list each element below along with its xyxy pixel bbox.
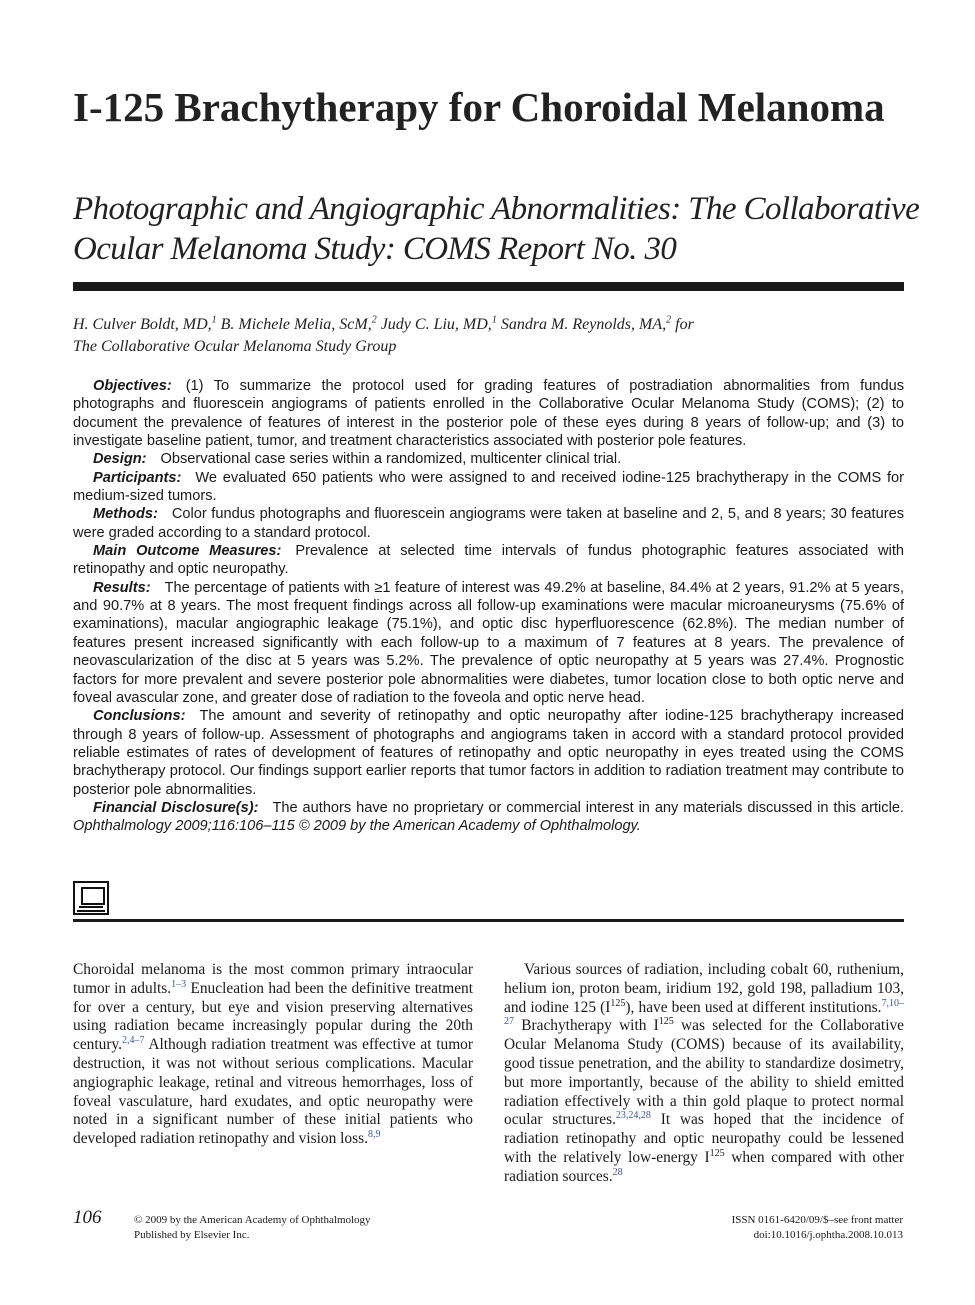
author-for: for bbox=[675, 316, 694, 333]
body-column-left bbox=[73, 961, 473, 1149]
abstract-conclusions bbox=[73, 707, 904, 799]
author-affiliation: 2 bbox=[666, 314, 672, 326]
section-text: Prevalence at selected time intervals of fundus photographic features associated with retinopathy and optic neuropathy. bbox=[73, 543, 904, 578]
body-paragraph bbox=[504, 961, 904, 1187]
reference-link[interactable]: 28 bbox=[612, 1166, 623, 1178]
abstract-design bbox=[73, 450, 904, 468]
isotope-superscript: 125 bbox=[709, 1147, 725, 1159]
reference-link[interactable]: 23,24,28 bbox=[615, 1110, 651, 1122]
section-text: (1) To summarize the protocol used for grading features of postradiation abnormalities from fundus photographs and fluorescein angiograms of patients enrolled in the Collaborative Ocular Melanoma Study (COMS); (2) to document the prevalence of features of interest in the posterior pole of these eyes during 8 years of follow-up; and (3) to investigate baseline patient, tumor, and treatment characteristics associated with posterior pole features. bbox=[73, 378, 904, 450]
footer-copyright-block bbox=[134, 1213, 371, 1243]
body-text: ), have been used at different institutions. bbox=[625, 998, 882, 1016]
article-subtitle: Photographic and Angiographic Abnormalities: The Collaborative Ocular Melanoma Study: COMS Report No. 30 bbox=[73, 191, 920, 267]
body-text: Brachytherapy with I bbox=[514, 1017, 659, 1035]
reference-link[interactable]: 7,10–27 bbox=[504, 997, 905, 1028]
section-label: Design: bbox=[93, 451, 147, 468]
section-label: Conclusions: bbox=[93, 708, 186, 725]
isotope-superscript: 125 bbox=[610, 997, 626, 1009]
computer-icon bbox=[73, 881, 109, 915]
issn-line: ISSN 0161-6420/09/$–see front matter bbox=[731, 1214, 903, 1226]
author-list bbox=[73, 314, 913, 358]
abstract-objectives bbox=[73, 377, 904, 450]
reference-link[interactable]: 2,4–7 bbox=[122, 1035, 145, 1047]
abstract-outcome bbox=[73, 542, 904, 579]
section-label: Main Outcome Measures: bbox=[93, 543, 282, 560]
reference-link[interactable]: 8,9 bbox=[367, 1129, 381, 1141]
section-label: Methods: bbox=[93, 506, 158, 523]
author-name: Judy C. Liu, MD, bbox=[380, 316, 492, 333]
section-text: The authors have no proprietary or commercial interest in any materials discussed in this article. bbox=[272, 799, 904, 816]
section-text: Color fundus photographs and fluorescein angiograms were taken at baseline and 2, 5, and 8 years; 30 features were graded according to a standard protocol. bbox=[73, 506, 904, 541]
author-affiliation: 2 bbox=[371, 314, 377, 326]
author-affiliation: 1 bbox=[491, 314, 497, 326]
body-column-right bbox=[504, 961, 904, 1187]
footer-issn-block bbox=[732, 1213, 903, 1243]
body-text: was selected for the Collaborative Ocular Melanoma Study (COMS) because of its availability, good tissue penetration, and the ability to standardize dosimetry, but more importantly, because of the ability to shield emitted radiation effectively with a thin gold plaque to protect normal ocular structures. bbox=[504, 1017, 904, 1129]
section-text: The percentage of patients with ≥1 feature of interest was 49.2% at baseline, 84.4% at 2 years, 91.2% at 5 years, and 90.7% at 8 years. The most frequent findings across all follow-up examinations were macular microaneurysms (75.6% of examinations), macular angiographic leakage (75.1%), and optic disc hyperfluorescence (62.8%). The median number of features present increased significantly with each follow-up to a maximum of 7 features at 8 years. The prevalence of neovascularization of the disc at 5 years was 5.2%. The prevalence of optic neuropathy at 5 years was 27.4%. Prognostic factors for more prevalent and severe posterior pole abnormalities were diabetes, tumor location close to both optic nerve and foveal avascular zone, and greater dose of radiation to the foveola and optic nerve head. bbox=[73, 579, 904, 706]
page-number: 106 bbox=[73, 1207, 102, 1228]
publisher-line: Published by Elsevier Inc. bbox=[134, 1229, 250, 1241]
title-divider bbox=[73, 282, 904, 291]
section-text: Observational case series within a randomized, multicenter clinical trial. bbox=[160, 451, 622, 468]
author-name: H. Culver Boldt, MD, bbox=[73, 316, 212, 333]
abstract bbox=[73, 377, 904, 836]
section-label: Results: bbox=[93, 579, 151, 596]
section-label: Objectives: bbox=[93, 378, 172, 394]
study-group: The Collaborative Ocular Melanoma Study Group bbox=[73, 338, 397, 355]
author-name: Sandra M. Reynolds, MA, bbox=[500, 316, 667, 333]
body-text: Various sources of radiation, including cobalt 60, ruthenium, helium ion, proton beam, iridium 192, gold 198, palladium 103, and iodine 125 (I bbox=[504, 961, 904, 1016]
body-text: Enucleation had been the definitive treatment for over a century, but eye and vision preserving alternatives using radiation became increasingly popular during the 20th century. bbox=[73, 979, 473, 1054]
isotope-superscript: 125 bbox=[658, 1016, 674, 1028]
abstract-divider bbox=[73, 919, 904, 922]
abstract-disclosure bbox=[73, 799, 904, 836]
section-text: The amount and severity of retinopathy and optic neuropathy after iodine-125 brachytherapy increased through 8 years of follow-up. Assessment of photographs and angiograms taken in accord with a standard protocol provided reliable estimates of rates of development of features of retinopathy and optic neuropathy in eyes treated using the COMS brachytherapy protocol. Our findings support earlier reports that tumor factors in addition to radiation treatment may contribute to posterior pole abnormalities. bbox=[73, 708, 904, 798]
body-text: Choroidal melanoma is the most common primary intraocular tumor in adults. bbox=[73, 961, 473, 997]
author-name: B. Michele Melia, ScM, bbox=[220, 316, 372, 333]
doi-line[interactable]: doi:10.1016/j.ophtha.2008.10.013 bbox=[753, 1229, 903, 1241]
author-affiliation: 1 bbox=[211, 314, 217, 326]
journal-citation: Ophthalmology 2009;116:106–115 © 2009 by the American Academy of Ophthalmology. bbox=[73, 818, 641, 835]
section-text: We evaluated 650 patients who were assigned to and received iodine-125 brachytherapy in the COMS for medium-sized tumors. bbox=[73, 469, 904, 505]
abstract-participants bbox=[73, 469, 904, 506]
abstract-results bbox=[73, 579, 904, 707]
abstract-methods bbox=[73, 505, 904, 542]
computer-keyboard bbox=[79, 906, 103, 908]
body-paragraph bbox=[73, 961, 473, 1149]
body-text: It was hoped that the incidence of radiation retinopathy and optic neuropathy could be lessened with the relatively low-energy I bbox=[504, 1111, 905, 1166]
section-label: Financial Disclosure(s): bbox=[93, 799, 259, 816]
reference-link[interactable]: 1–3 bbox=[171, 978, 187, 990]
computer-base bbox=[77, 910, 105, 912]
article-title: I-125 Brachytherapy for Choroidal Melanoma bbox=[73, 84, 885, 130]
body-text: when compared with other radiation sources. bbox=[504, 1148, 904, 1185]
computer-screen bbox=[81, 887, 105, 905]
body-text: Although radiation treatment was effective at tumor destruction, it was not without serious complications. Macular angiographic leakage, retinal and vitreous hemorrhages, loss of foveal vasculature, hard exudates, and optic neuropathy were noted in a significant number of these initial patients who developed radiation retinopathy and vision loss. bbox=[73, 1036, 473, 1148]
copyright-line: © 2009 by the American Academy of Ophthalmology bbox=[134, 1214, 371, 1226]
section-label: Participants: bbox=[93, 469, 182, 486]
